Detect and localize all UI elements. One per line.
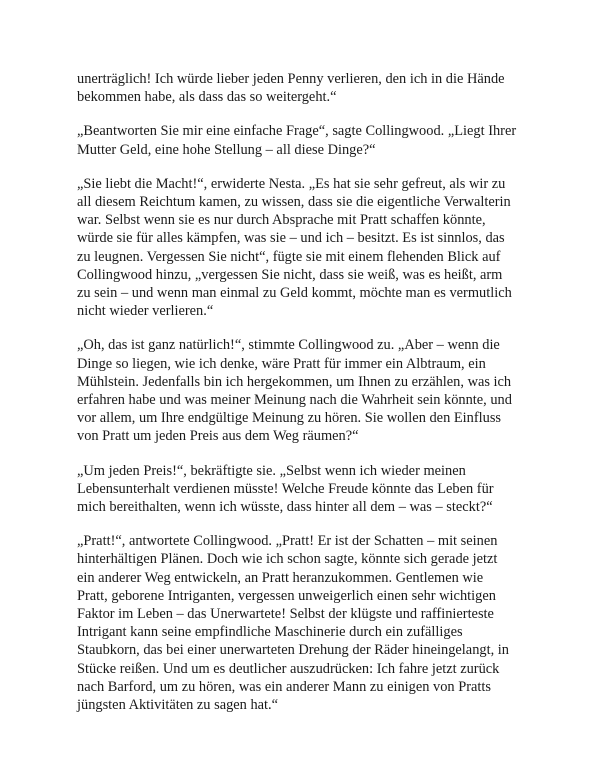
paragraph-3: „Sie liebt die Macht!“, erwiderte Nesta. „Es hat sie sehr gefreut, als wir zu all diesem Reichtum kamen, zu wissen, dass sie die eigentliche Verwalterin war. Selbst wenn sie es nur durch Absprache mit Pratt schaffen könnte, würde sie für alles kämpfen, was sie – und ich – besitzt. Es ist sinnlos, das zu leugnen. Vergessen Sie nicht“, fügte sie mit einem flehenden Blick auf Collingwood hinzu, „vergessen Sie nicht, dass sie weiß, was es heißt, arm zu sein – und wenn man einmal zu Geld kommt, möchte man es vermutlich nicht wieder verlieren.“: [77, 175, 512, 320]
paragraph-1: unerträglich! Ich würde lieber jeden Penny verlieren, den ich in die Hände bekommen habe, als dass das so weitergeht.“: [77, 71, 505, 106]
paragraph-2: „Beantworten Sie mir eine einfache Frage“, sagte Collingwood. „Liegt Ihrer Mutter Geld, eine hohe Stellung – all diese Dinge?“: [77, 123, 517, 158]
paragraph-4: „Oh, das ist ganz natürlich!“, stimmte Collingwood zu. „Aber – wenn die Dinge so liegen, wie ich denke, wäre Pratt für immer ein Albtraum, ein Mühlstein. Jedenfalls bin ich hergekommen, um Ihnen zu erzählen, was ich erfahren habe und was meiner Meinung nach die Wahrheit sein könnte, und vor allem, um Ihre endgültige Meinung zu hören. Sie wollen den Einfluss von Pratt um jeden Preis aus dem Weg räumen?“: [77, 337, 512, 445]
paragraph-6: „Pratt!“, antwortete Collingwood. „Pratt! Er ist der Schatten – mit seinen hinterhältigen Plänen. Doch wie ich schon sagte, könnte sich gerade jetzt ein anderer Weg entwickeln, an Pratt heranzukommen. Gentlemen wie Pratt, geborene Intriganten, vergessen unweigerlich einen sehr wichtigen Faktor im Leben – das Unerwartete! Selbst der klügste und raffinierteste Intrigant kann seine empfindliche Maschinerie durch ein zufälliges Staubkorn, das bei einer unerwarteten Drehung der Räder hineingelangt, in Stücke reißen. Und um es deutlicher auszudrücken: Ich fahre jetzt zurück nach Barford, um zu hören, was ein anderer Mann zu einigen von Pratts jüngsten Aktivitäten zu sagen hat.“: [77, 533, 509, 714]
paragraph-5: „Um jeden Preis!“, bekräftigte sie. „Selbst wenn ich wieder meinen Lebensunterhalt verdienen müsste! Welche Freude könnte das Leben für mich bereithalten, wenn ich wüsste, dass hinter all dem – was – steckt?“: [77, 462, 494, 516]
